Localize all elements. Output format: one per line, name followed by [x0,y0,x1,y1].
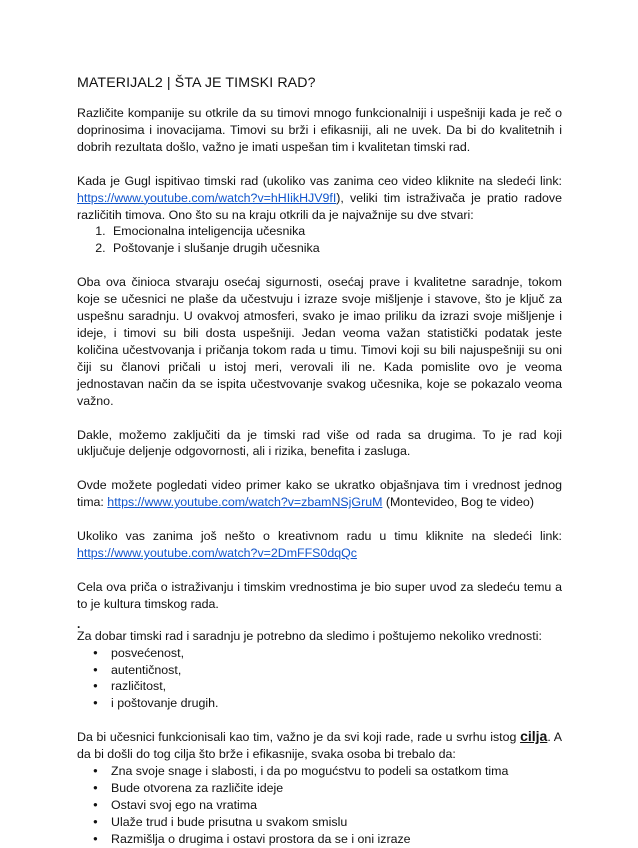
stray-dot: . [77,616,81,631]
creative-work-paragraph [77,528,562,562]
video-example-caption: (Montevideo, Bog te video) [382,495,534,510]
goal-word: cilja [520,728,548,745]
conclusion-paragraph: Dakle, možemo zaključiti da je timski rad više od rada sa drugima. To je rad koji uključuje deljenje odgovornosti, ali i rizika, benefita i zasluga. [77,427,562,459]
google-paragraph-text-start: Kada je Gugl ispitivao timski rad (ukoliko vas zanima ceo video kliknite na sledeći link: [77,173,562,188]
values-list-item: ● različitost, [109,678,562,695]
google-video-link[interactable]: https://www.youtube.com/watch?v=hHIikHJV9fI [77,190,337,205]
findings-list-item: 1. Emocionalna inteligencija učesnika [109,223,562,240]
intro-paragraph: Različite kompanije su otkrile da su timovi mnogo funkcionalniji i uspešniji kada je reč o doprinosima i inovacijama. Timovi su brži i efikasniji, ali ne uvek. Da bi do kvalitetnih i dobrih rezultata došlo, važno je imati uspešan tim i kvalitetan timski rad. [77,106,562,154]
montevideo-video-link[interactable]: https://www.youtube.com/watch?v=zbamNSjGruM [107,495,383,510]
values-list-item: ● posvećenost, [109,645,562,662]
goal-paragraph-text-end: . A da bi došli do tog cilja što brže i efikasnije, svaka osoba bi trebalo da: [77,730,563,762]
tips-list-item: ● Zna svoje snage i slabosti, i da po mogućstvu to podeli sa ostatkom tima [109,763,562,780]
findings-list-item: 2. Poštovanje i slušanje drugih učesnika [109,240,562,257]
creative-work-text: Ukoliko vas zanima još nešto o kreativnom radu u timu kliknite na sledeći link: [77,529,562,544]
tips-list-item: ● Bude otvorena za različite ideje [109,780,562,797]
goal-paragraph-text-start: Da bi učesnici funkcionisali kao tim, važno je da svi koji rade, rade u svrhu istog [77,730,521,745]
values-list-item: ● autentičnost, [109,662,562,679]
values-list-item: ● i poštovanje drugih. [109,695,562,712]
atmosphere-paragraph: Oba ova činioca stvaraju osećaj sigurnosti, osećaj prave i kvalitetne saradnje, tokom koje se učesnici ne plaše da učestvuju i izraze svoje mišljenje i stavove, što je ključ za uspešnu saradnju. U ovakvoj atmosferi, svako je imao priliku da izrazi svoje mišljenje i ideje, i timovi su bili dosta uspešniji. Jedan veoma važan statistički podatak jeste količina učestvovanja i pričanja tokom rada u timu. Timovi koji su bili najuspešniji su oni čiji su članovi pričali u istoj meri, verovali ili ne. Kada pomislite ovo je veoma jednostavan način da se ispita učestvovanje svakog učesnika, koje se pokazalo veoma važno. [77,275,562,408]
video-example-paragraph [77,477,562,511]
tips-list-item: ● Razmišlja o drugima i ostavi prostora da se i oni izraze [109,831,562,848]
google-paragraph [77,173,562,224]
video-example-text: Ovde možete pogledati video primer kako se ukratko objašnjava tim i vrednost jednog tima: [77,478,562,510]
team-culture-paragraph: Cela ova priča o istraživanju i timskim vrednostima je bio super uvod za sledeću temu a to je kultura timskog rada. [77,579,562,611]
tips-list-item: ● Ulaže trud i bude prisutna u svakom smislu [109,814,562,831]
google-paragraph-text-end: ), veliki tim istraživača je pratio radove različitih timova. Ono što su na kraju otkrili da je najvažnije su dve stvari: [77,190,562,222]
values-intro-paragraph: Za dobar timski rad i saradnju je potrebno da sledimo i poštujemo nekoliko vrednosti: [77,628,542,643]
findings-numbered-list [77,223,562,257]
goal-paragraph [77,728,562,763]
tips-list-item: ● Ostavi svoj ego na vratima [109,797,562,814]
document-title: MATERIJAL2 | ŠTA JE TIMSKI RAD? [77,75,316,91]
creative-work-video-link[interactable]: https://www.youtube.com/watch?v=2DmFFS0dqQc [77,546,357,561]
values-bullet-list [77,645,562,713]
tips-bullet-list [77,763,562,848]
